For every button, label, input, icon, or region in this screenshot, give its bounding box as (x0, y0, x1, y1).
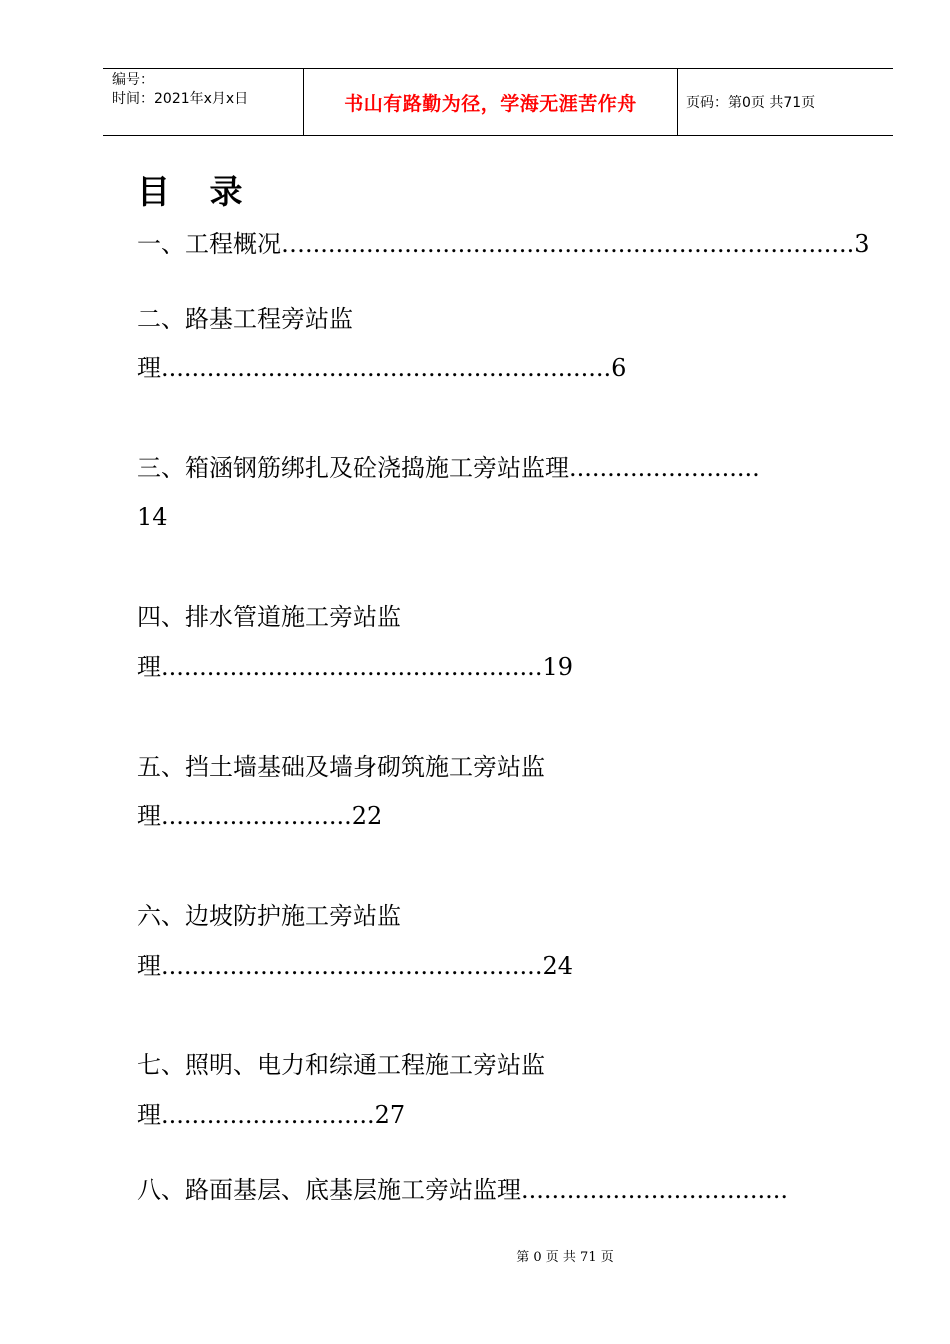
toc-line[interactable]: 四、排水管道施工旁站监 (137, 603, 401, 631)
toc-title: 目 录 (137, 172, 257, 211)
toc-line[interactable]: 理............................27 (137, 1101, 406, 1129)
toc-line[interactable]: 理...........................................................6 (137, 354, 627, 382)
toc-line[interactable]: 五、挡土墙基础及墙身砌筑施工旁站监 (137, 753, 545, 781)
number-label: 编号： (112, 72, 154, 88)
header-page-info: 页码：第0页 共71页 (686, 95, 816, 111)
toc-line[interactable]: 14 (137, 503, 168, 531)
toc-line[interactable]: 三、箱涵钢筋绑扎及砼浇捣施工旁站监理......................... (137, 454, 760, 482)
header-meta (103, 69, 304, 135)
header-motto: 书山有路勤为径，学海无涯苦作舟 (304, 69, 678, 135)
toc-line[interactable]: 理..................................................24 (137, 952, 573, 980)
toc-line[interactable]: 理.........................22 (137, 802, 383, 830)
toc-line[interactable]: 二、路基工程旁站监 (137, 305, 353, 333)
page-footer: 第 0 页 共 71 页 (516, 1250, 614, 1265)
toc-line[interactable]: 八、路面基层、底基层施工旁站监理................................... (137, 1176, 789, 1204)
toc-line[interactable]: 七、照明、电力和综通工程施工旁站监 (137, 1051, 545, 1079)
toc-line[interactable]: 六、边坡防护施工旁站监 (137, 902, 401, 930)
toc-line[interactable]: 理..................................................19 (137, 653, 573, 681)
time-label: 时间：2021年x月x日 (112, 91, 249, 107)
page-header (103, 68, 893, 136)
toc-line[interactable]: 一、工程概况…........................................................................3 (137, 230, 870, 258)
